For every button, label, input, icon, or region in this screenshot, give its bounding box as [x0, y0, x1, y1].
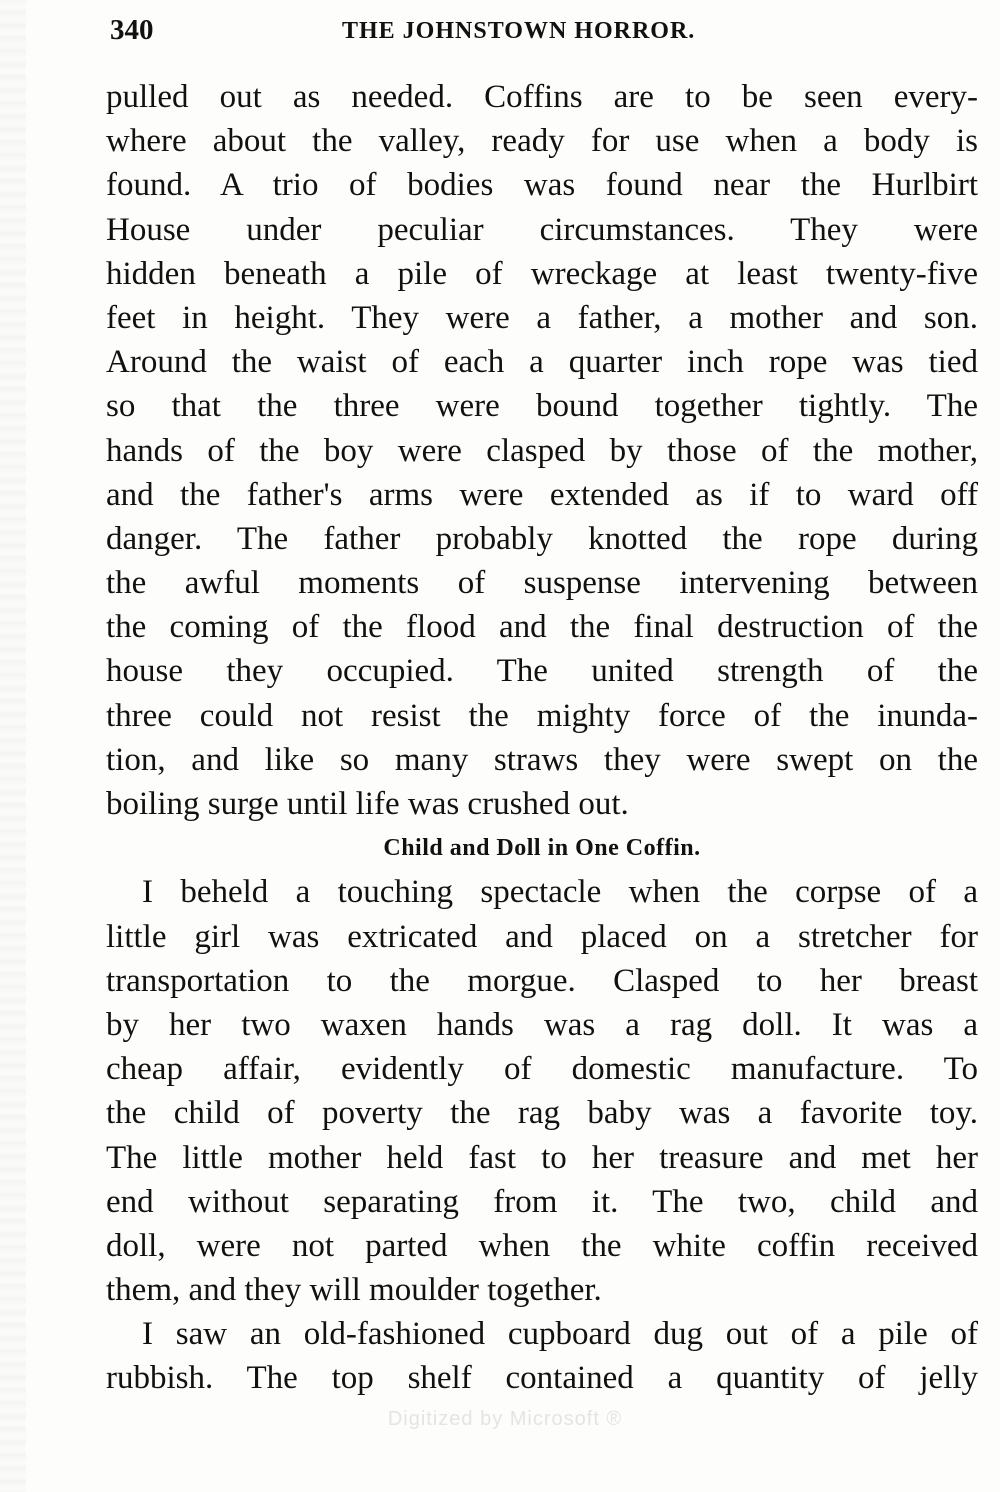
digitization-watermark: Digitized by Microsoft ®: [387, 1408, 623, 1430]
body-text: [106, 75, 978, 1401]
text-line: them, and they will moulder together.: [106, 1272, 602, 1309]
text-line: by her two waxen hands was a rag doll. It was a: [106, 1006, 978, 1043]
text-line: Around the waist of each a quarter inch rope was tied: [106, 344, 978, 381]
text-line: boiling surge until life was crushed out.: [106, 786, 629, 822]
text-line: the child of poverty the rag baby was a favorite toy.: [106, 1095, 978, 1132]
text-line: pulled out as needed. Coffins are to be seen every-: [106, 79, 978, 115]
paragraph-3: [106, 1312, 978, 1400]
text-line: The little mother held fast to her treasure and met her: [106, 1139, 978, 1176]
text-line: I saw an old-fashioned cupboard dug out of a pile of: [142, 1316, 978, 1353]
paragraph-2: [106, 870, 978, 1312]
text-line: House under peculiar circumstances. They were: [106, 211, 978, 248]
text-line: so that the three were bound together tightly. The: [106, 388, 978, 425]
text-line: cheap affair, evidently of domestic manufacture. To: [106, 1051, 978, 1088]
section-subheading: Child and Doll in One Coffin.: [383, 835, 701, 862]
text-line: found. A trio of bodies was found near the Hurlbirt: [106, 167, 978, 204]
running-head-title: THE JOHNSTOWN HORROR.: [342, 18, 696, 44]
paragraph-1: [106, 75, 978, 826]
text-line: danger. The father probably knotted the rope during: [106, 520, 978, 557]
text-line: hidden beneath a pile of wreckage at least twenty-five: [106, 255, 978, 292]
text-line: three could not resist the mighty force of the inunda-: [106, 697, 978, 734]
text-line: end without separating from it. The two, child and: [106, 1183, 978, 1220]
text-line: I beheld a touching spectacle when the corpse of a: [142, 874, 978, 911]
text-line: transportation to the morgue. Clasped to her breast: [106, 962, 978, 999]
text-line: where about the valley, ready for use when a body is: [106, 123, 978, 160]
text-line: the awful moments of suspense intervening between: [106, 565, 978, 602]
text-line: the coming of the flood and the final destruction of the: [106, 609, 978, 646]
text-line: little girl was extricated and placed on a stretcher for: [106, 918, 978, 955]
text-line: doll, were not parted when the white coffin received: [106, 1227, 978, 1264]
text-line: house they occupied. The united strength of the: [106, 653, 978, 690]
scan-edge-shadow: [0, 0, 26, 1492]
text-line: hands of the boy were clasped by those of the mother,: [106, 432, 978, 469]
text-line: feet in height. They were a father, a mother and son.: [106, 299, 978, 336]
text-line: and the father's arms were extended as if to ward off: [106, 476, 978, 513]
text-line: rubbish. The top shelf contained a quantity of jelly: [106, 1360, 978, 1397]
text-line: tion, and like so many straws they were swept on the: [106, 741, 978, 778]
page-number: 340: [110, 14, 154, 46]
running-head: [110, 14, 980, 50]
